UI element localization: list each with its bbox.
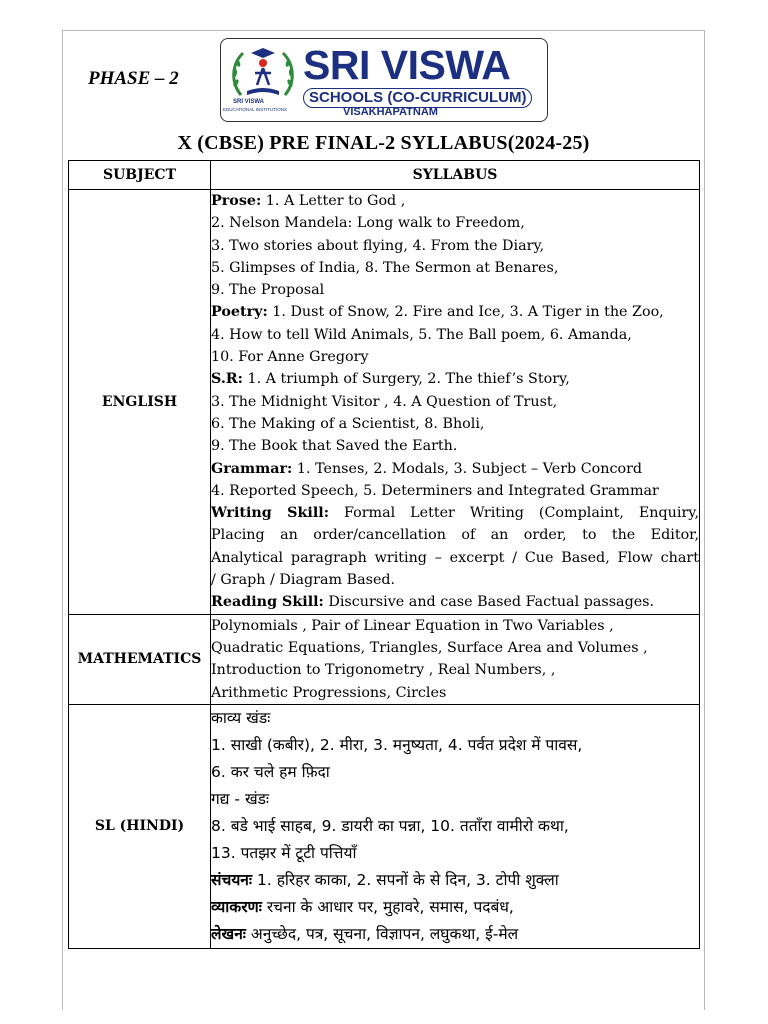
list-item: 4. How to tell Wild Animals, 5. The Ball poem, 6. Amanda, [211, 326, 632, 343]
laurel-emblem-icon [227, 43, 299, 105]
list-item: 8. बडे भाई साहब, 9. डायरी का पन्ना, 10. ततॉंरा वामीरो कथा, [211, 816, 569, 835]
page-title: X (CBSE) PRE FINAL-2 SYLLABUS(2024-25) [177, 132, 590, 154]
reading-label: Reading Skill: [211, 594, 324, 611]
subject-hindi: SL (HINDI) [69, 704, 211, 948]
subject-mathematics: MATHEMATICS [69, 614, 211, 704]
list-item: Arithmetic Progressions, Circles [211, 684, 447, 701]
list-item: 3. Two stories about flying, 4. From the Diary, [211, 237, 545, 254]
syllabus-hindi [211, 704, 700, 948]
table-row-english [69, 190, 700, 615]
english-writing-line: Writing Skill: Formal Letter Writing (Complaint, Enquiry, [211, 505, 699, 522]
list-item: Polynomials , Pair of Linear Equation in Two Variables , [211, 617, 614, 634]
list-item: 6. The Making of a Scientist, 8. Bholi, [211, 415, 485, 432]
lekhan-label: लेखनः [211, 924, 246, 943]
list-item: 6. कर चले हम फ़िदा [211, 762, 330, 781]
grammar-label: Grammar: [211, 460, 293, 477]
prose-label: Prose: [211, 193, 262, 209]
kavya-label: काव्य खंडः [211, 708, 271, 727]
subject-english: ENGLISH [69, 190, 211, 615]
english-poetry-line: Poetry: 1. Dust of Snow, 2. Fire and Ice, 3. A Tiger in the Zoo, [211, 304, 664, 321]
subject-column-header: SUBJECT [69, 161, 211, 190]
list-item: 9. The Proposal [211, 282, 325, 299]
list-item: / Graph / Diagram Based. [211, 572, 396, 589]
gadya-label: गद्य - खंडः [211, 789, 270, 808]
list-item: 2. Nelson Mandela: Long walk to Freedom, [211, 215, 525, 232]
syllabus-mathematics [211, 614, 700, 704]
table-row-hindi [69, 704, 700, 948]
list-item: Introduction to Trigonometry , Real Numbers, , [211, 662, 556, 679]
english-grammar-line: Grammar: 1. Tenses, 2. Modals, 3. Subject – Verb Concord [211, 460, 643, 477]
logo-emblem-text: SRI VISWA [233, 99, 265, 105]
logo-emblem-subtext: EDUCATIONAL INSTITUTIONS [223, 107, 288, 112]
writing-label: Writing Skill: [211, 505, 329, 522]
list-item: Analytical paragraph writing – excerpt / Cue Based, Flow chart [211, 549, 699, 566]
hindi-vyakaran-line: व्याकरणः रचना के आधार पर, मुहावरे, समास, पदबंध, [211, 897, 514, 916]
list-item: 10. For Anne Gregory [211, 349, 369, 366]
vyakaran-label: व्याकरणः [211, 897, 262, 916]
logo-city-text: VISAKHAPATNAM [343, 106, 438, 118]
sanchayan-label: संचयनः [211, 870, 253, 889]
list-item: 13. पतझर में टूटी पत्तियाँ [211, 843, 357, 862]
syllabus-column-header: SYLLABUS [211, 161, 700, 190]
list-item: 9. The Book that Saved the Earth. [211, 438, 458, 455]
english-prose-line: Prose: 1. A Letter to God , [211, 193, 406, 209]
english-sr-line: S.R: 1. A triumph of Surgery, 2. The thief’s Story, [211, 371, 570, 388]
logo-schools-text: SCHOOLS (CO-CURRICULUM) [303, 88, 532, 108]
table-row-mathematics [69, 614, 700, 704]
hindi-lekhan-line: लेखनः अनुच्छेद, पत्र, सूचना, विज्ञापन, लघुकथा, ई-मेल [211, 924, 519, 943]
list-item: 5. Glimpses of India, 8. The Sermon at Benares, [211, 259, 559, 276]
poetry-label: Poetry: [211, 304, 268, 321]
syllabus-english [211, 190, 700, 615]
phase-label: PHASE – 2 [88, 68, 179, 89]
logo-school-name: SRI VISWA [303, 42, 511, 88]
list-item: 1. साखी (कबीर), 2. मीरा, 3. मनुष्यता, 4. पर्वत प्रदेश में पावस, [211, 735, 583, 754]
table-header-row [69, 161, 700, 190]
list-item: Quadratic Equations, Triangles, Surface Area and Volumes , [211, 639, 648, 656]
sr-label: S.R: [211, 371, 243, 388]
hindi-sanchayan-line: संचयनः 1. हरिहर काका, 2. सपनों के से दिन, 3. टोपी शुक्ला [211, 870, 559, 889]
syllabus-table [68, 160, 700, 949]
list-item: 4. Reported Speech, 5. Determiners and Integrated Grammar [211, 482, 659, 499]
english-reading-line: Reading Skill: Discursive and case Based Factual passages. [211, 594, 655, 611]
list-item: Placing an order/cancellation of an order, to the Editor, [211, 527, 699, 544]
school-logo [220, 38, 548, 122]
list-item: 3. The Midnight Visitor , 4. A Question of Trust, [211, 393, 558, 410]
